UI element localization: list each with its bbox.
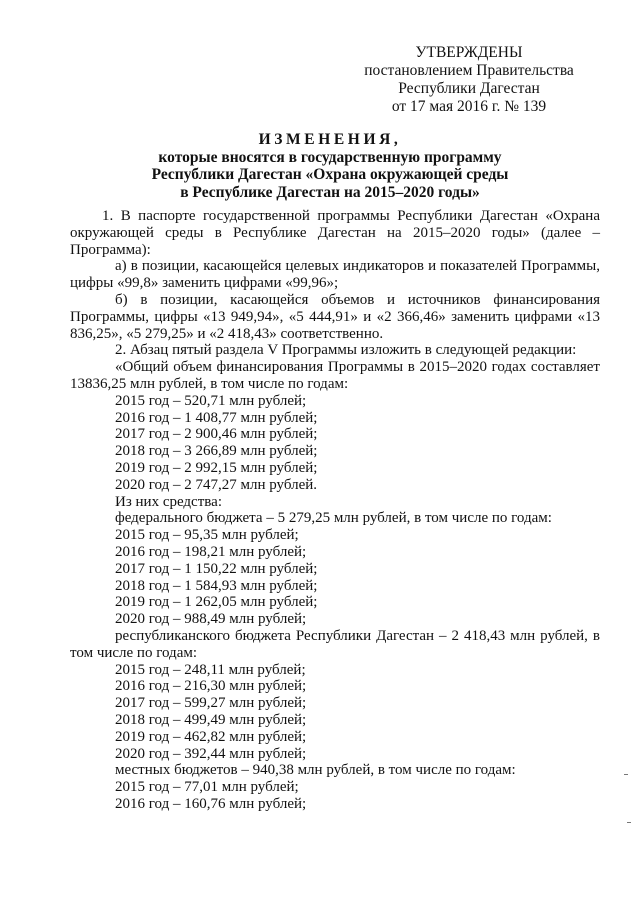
local-budget-line: местных бюджетов – 940,38 млн рублей, в том числе по годам: [115, 762, 516, 779]
quote-paragraph: «Общий объем финансирования Программы в 2015–2020 годах составляет 13836,25 млн рублей, в том числе по годам: [70, 359, 600, 392]
federal-budget-line: федерального бюджета – 5 279,25 млн рублей, в том числе по годам: [115, 510, 552, 527]
list-item: 2019 год – 2 992,15 млн рублей; [115, 459, 318, 476]
list-item: 2019 год – 1 262,05 млн рублей; [115, 594, 318, 611]
list-item: 2016 год – 160,76 млн рублей; [115, 795, 307, 812]
list-item: 2020 год – 392,44 млн рублей; [115, 745, 307, 762]
list-item: 2015 год – 77,01 млн рублей; [115, 779, 299, 796]
document-body [70, 208, 600, 813]
heading-line: Республики Дагестан «Охрана окружающей среды [151, 166, 509, 183]
list-item: 2015 год – 520,71 млн рублей; [115, 392, 307, 409]
list-item: 2016 год – 1 408,77 млн рублей; [115, 409, 318, 426]
list-item: 2017 год – 2 900,46 млн рублей; [115, 426, 318, 443]
list-item: 2018 год – 1 584,93 млн рублей; [115, 577, 318, 594]
heading-title: ИЗМЕНЕНИЯ, [258, 131, 402, 148]
paragraph-1a: а) в позиции, касающейся целевых индикаторов и показателей Программы, цифры «99,8» заменить цифрами «99,96»; [70, 258, 600, 292]
list-item: 2019 год – 462,82 млн рублей; [115, 728, 307, 745]
paragraph-1: 1. В паспорте государственной программы Республики Дагестан «Охрана окружающей среды в Республике Дагестан на 2015–2020 годы» (далее – Программа): [70, 208, 600, 258]
scan-speck [624, 774, 628, 775]
list-item: 2015 год – 95,35 млн рублей; [115, 527, 299, 544]
list-item: 2018 год – 3 266,89 млн рублей; [115, 443, 318, 460]
list-item: 2017 год – 1 150,22 млн рублей; [115, 560, 318, 577]
republic-budget-line: республиканского бюджета Республики Дагестан – 2 418,43 млн рублей, в том числе по годам: [70, 627, 600, 661]
list-item: 2020 год – 2 747,27 млн рублей. [115, 476, 318, 493]
list-item: 2020 год – 988,49 млн рублей; [115, 611, 307, 628]
heading-line: в Республике Дагестан на 2015–2020 годы» [180, 183, 480, 201]
list-item: 2018 год – 499,49 млн рублей; [115, 711, 307, 728]
list-item: 2016 год – 216,30 млн рублей; [115, 678, 307, 695]
approval-line: Республики Дагестан [398, 80, 540, 97]
heading-line: которые вносятся в государственную программу [158, 148, 502, 166]
of-them-label: Из них средства: [115, 493, 222, 510]
list-item: 2016 год – 198,21 млн рублей; [115, 543, 307, 560]
approval-date: от 17 мая 2016 г. № 139 [391, 98, 547, 115]
document-heading [60, 131, 600, 201]
approval-stamp [354, 44, 584, 116]
approval-title: УТВЕРЖДЕНЫ [415, 44, 523, 61]
approval-line: постановлением Правительства [364, 62, 574, 79]
scan-speck [627, 822, 631, 823]
list-item: 2017 год – 599,27 млн рублей; [115, 695, 307, 712]
paragraph-1b: б) в позиции, касающейся объемов и источников финансирования Программы, цифры «13 949,94», «5 444,91» и «2 366,46» заменить цифрами «13 836,25», «5 279,25» и «2 418,43» соответственно. [70, 291, 600, 342]
list-item: 2015 год – 248,11 млн рублей; [115, 661, 306, 678]
paragraph-2: 2. Абзац пятый раздела V Программы изложить в следующей редакции: [115, 342, 577, 359]
